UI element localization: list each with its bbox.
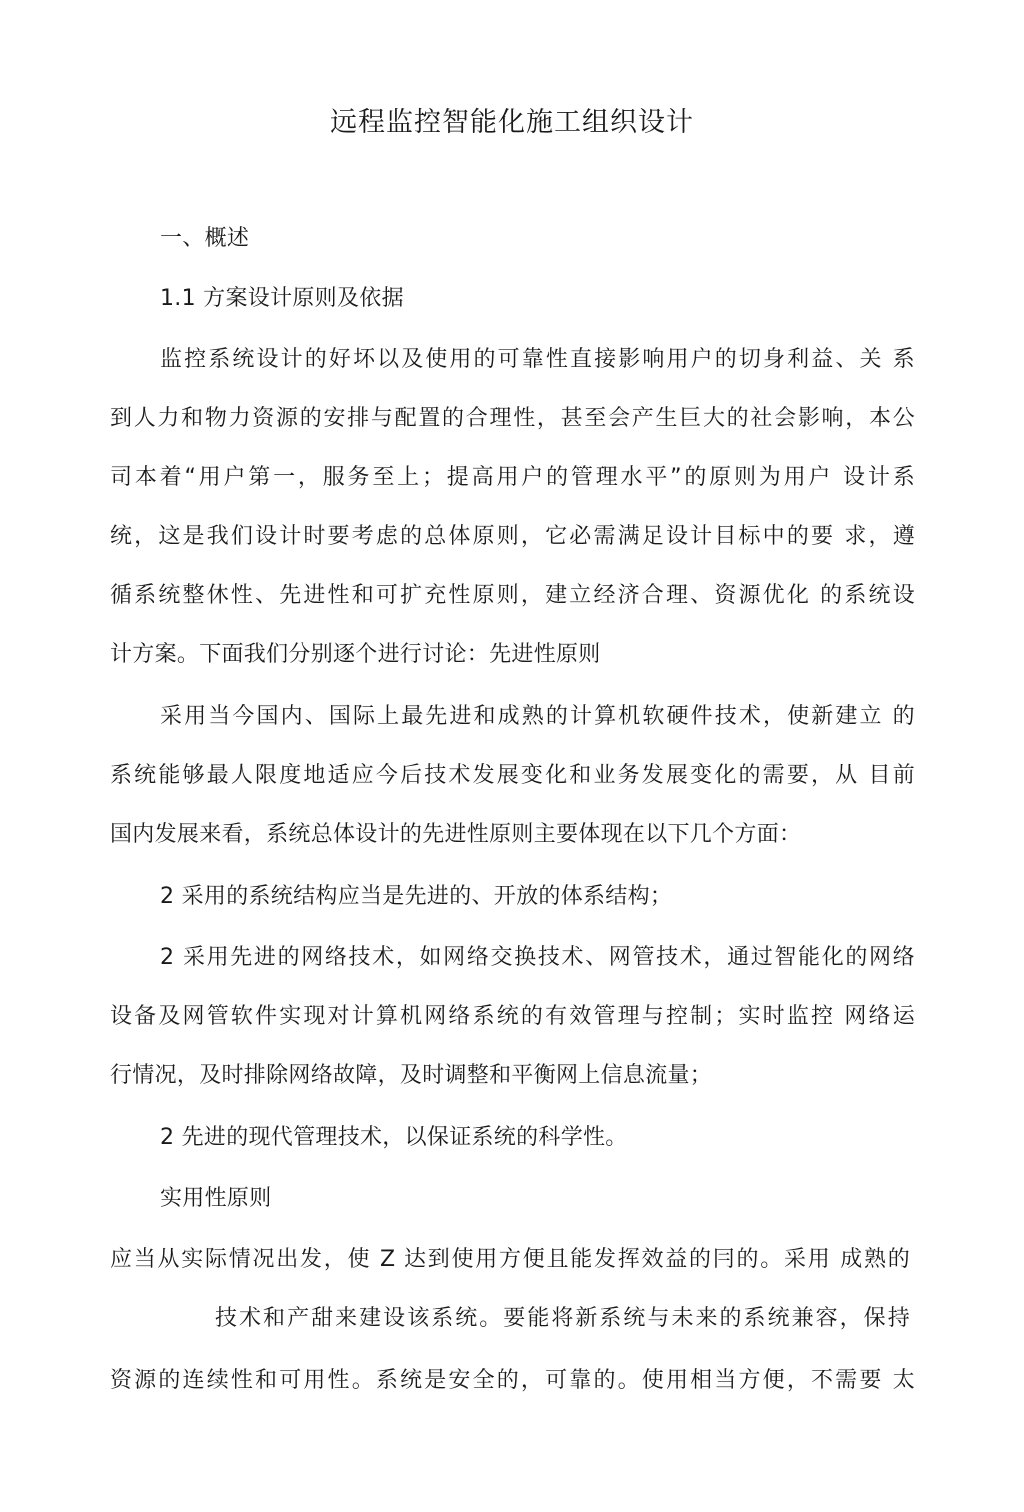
paragraph-line: 循系统整休性、先进性和可扩充性原则，建立经济合理、资源优化 的系统设 [110,583,915,608]
subsection-heading-1-1: 1.1 方案设计原则及依据 [160,286,404,311]
paragraph-line: 采用当今国内、国际上最先进和成熟的计算机软硬件技术，使新建立 的 [160,704,915,729]
paragraph-line: 技术和产甜来建设该系统。要能将新系统与未来的系统兼容，保持 [215,1306,910,1331]
paragraph-line: 设备及网管软件实现对计算机网络系统的有效管理与控制；实时监控 网络运 [110,1004,915,1029]
list-item: 2 先进的现代管理技术，以保证系统的科学性。 [160,1125,628,1150]
paragraph-line: 统，这是我们设计时要考虑的总体原则，它必需满足设计目标中的要 求，遵 [110,524,915,549]
paragraph-line: 国内发展来看，系统总体设计的先进性原则主要体现在以下几个方面： [110,822,802,847]
document-title: 远程监控智能化施工组织设计 [330,107,694,138]
paragraph-line: 计方案。下面我们分别逐个进行讨论：先进性原则 [110,642,601,667]
paragraph-line: 司本着“用户第一，服务至上；提高用户的管理水平”的原则为用户 设计系 [110,465,915,490]
section-heading-practicality: 实用性原则 [160,1186,272,1211]
paragraph-line: 到人力和物力资源的安排与配置的合理性，甚至会产生巨大的社会影响，本公 [110,406,915,431]
paragraph-line: 监控系统设计的好坏以及使用的可靠性直接影响用户的切身利益、关 系 [160,347,915,372]
paragraph-line: 资源的连续性和可用性。系统是安全的，可靠的。使用相当方便，不需要 太 [110,1368,915,1393]
paragraph-line: 行情况，及时排除网络故障，及时调整和平衡网上信息流量； [110,1063,713,1088]
list-item: 2 采用的系统结构应当是先进的、开放的体系结构； [160,884,673,909]
paragraph-line: 系统能够最人限度地适应今后技术发展变化和业务发展变化的需要，从 目前 [110,763,915,788]
list-item: 2 采用先进的网络技术，如网络交换技术、网管技术，通过智能化的网络 [160,945,915,970]
paragraph-line: 应当从实际情况出发，使 Z 达到使用方便且能发挥效益的冃的。采用 成熟的 [110,1247,910,1272]
section-heading-overview: 一、概述 [160,226,250,251]
